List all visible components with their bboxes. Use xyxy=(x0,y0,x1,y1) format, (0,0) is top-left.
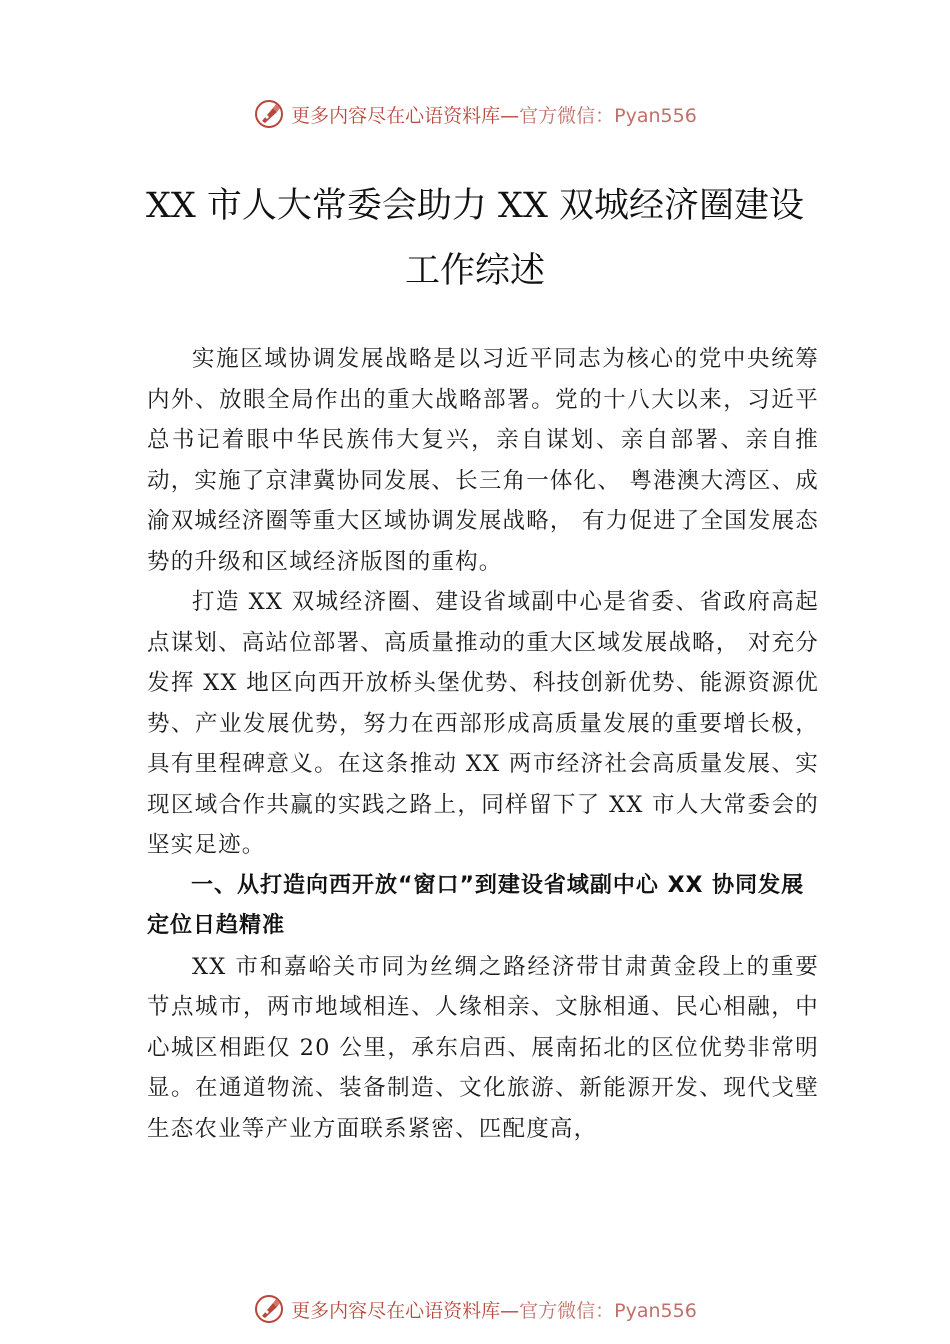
section-heading-1: 一、从打造向西开放“窗口”到建设省域副中心 XX 协同发展定位日趋精准 xyxy=(147,872,805,938)
banner-text: 更多内容尽在心语资料库—官方微信：Pyan556 xyxy=(291,1299,697,1322)
pen-nib-logo-icon xyxy=(253,98,285,130)
paragraph-1: 实施区域协调发展战略是以习近平同志为核心的党中央统筹内外、放眼全局作出的重大战略部署。党的十八大以来，习近平总书记着眼中华民族伟大复兴，亲自谋划、亲自部署、亲自推动，实施了京津冀协同发展、长三角一体化、 粤港澳大湾区、成渝双城经济圈等重大区域协调发展战略， 有力促进了全国发展态势的升级和区域经济版图的重构。 xyxy=(147,346,819,575)
paragraph-3: XX 市和嘉峪关市同为丝绸之路经济带甘肃黄金段上的重要节点城市，两市地域相连、人缘相亲、文脉相通、民心相融，中心城区相距仅 20 公里，承东启西、展南拓北的区位优势非常明显。在通道物流、装备制造、文化旅游、新能源开发、现代戈壁生态农业等产业方面联系紧密、匹配度高， xyxy=(147,953,819,1142)
pen-nib-logo-icon xyxy=(253,1293,285,1325)
banner-wechat: 官方微信：Pyan556 xyxy=(519,104,697,127)
document-body xyxy=(147,339,819,1149)
document-title-line-1: XX 市人大常委会助力 XX 双城经济圈建设 xyxy=(145,186,805,226)
banner-wechat: 官方微信：Pyan556 xyxy=(519,1299,697,1322)
document-title-line-2: 工作综述 xyxy=(404,251,545,291)
header-watermark-banner xyxy=(0,94,950,134)
paragraph-2: 打造 XX 双城经济圈、建设省域副中心是省委、省政府高起点谋划、高站位部署、高质量推动的重大区域发展战略， 对充分发挥 XX 地区向西开放桥头堡优势、科技创新优势、能源资源优势、产业发展优势，努力在西部形成高质量发展的重要增长极，具有里程碑意义。在这条推动 XX 两市经济社会高质量发展、实现区域合作共赢的实践之路上，同样留下了 XX 市人大常委会的坚实足迹。 xyxy=(147,589,819,858)
footer-watermark-banner xyxy=(0,1289,950,1329)
banner-text: 更多内容尽在心语资料库—官方微信：Pyan556 xyxy=(291,104,697,127)
